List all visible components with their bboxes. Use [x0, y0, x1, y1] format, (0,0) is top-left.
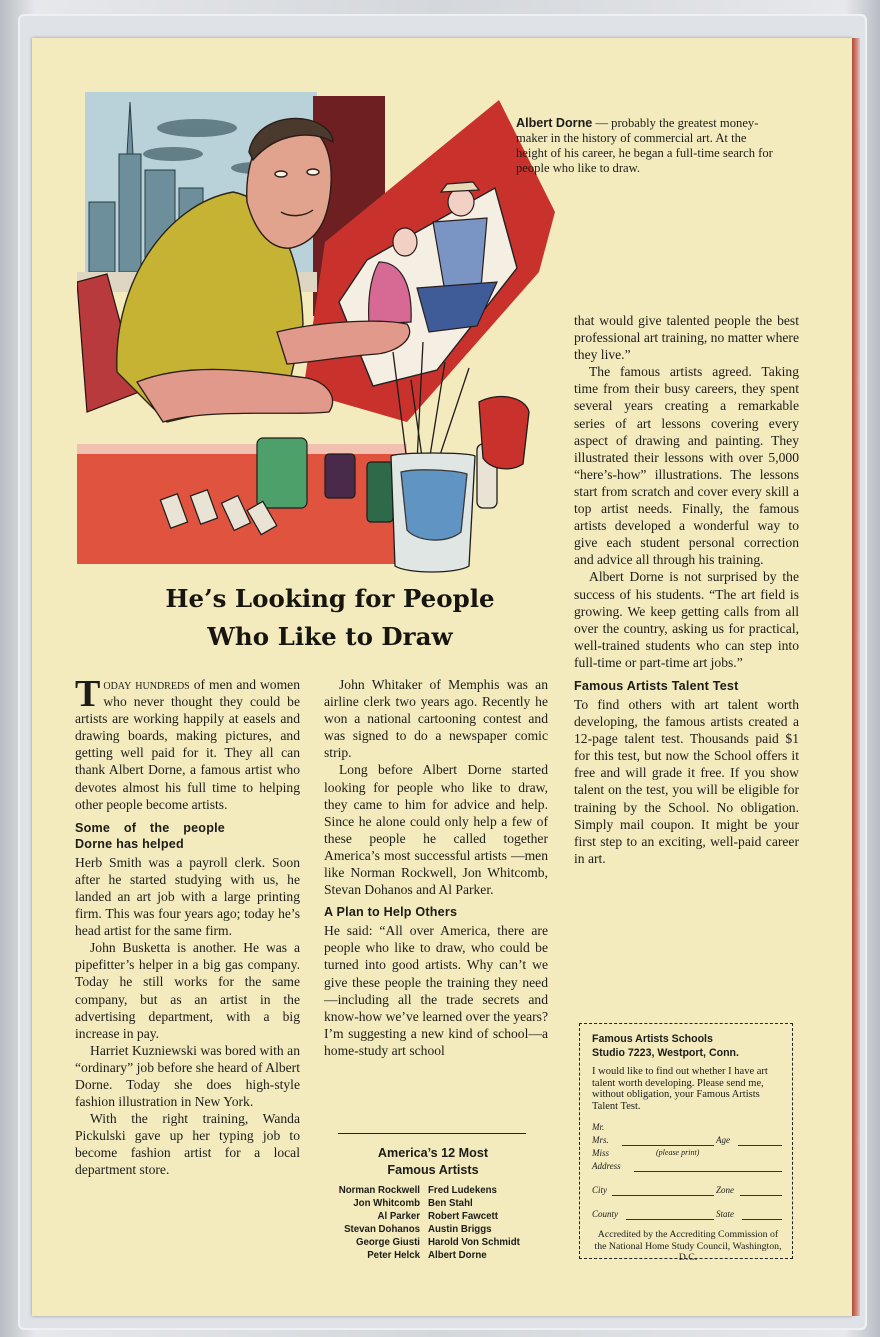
artists-divider: [338, 1133, 526, 1134]
paragraph-artists-agreed: The famous artists agreed. Taking time from their busy careers, they spent several years creating a remarkable series of art lessons covering every aspect of drawing and painting. They illustrated their lessons with over 5,000 “here’s-how” illustrations. The lessons start from scratch and cover every skill a top artist needs. Finally, the famous artists developed a wonderful way to give each student personal correction and advice all through his training.: [574, 364, 799, 568]
paragraph-harriet-kuzniewski: Harriet Kuzniewski was bored with an “ordinary” job before she heard of Albert Dorne. Today she does high-style fashion illustration in New York.: [75, 1042, 300, 1110]
artist-name: Jon Whitcomb: [353, 1198, 420, 1210]
artists-heading-line-2: Famous Artists: [387, 1163, 479, 1177]
artists-row: [316, 1184, 556, 1197]
coupon-field-mrs[interactable]: [592, 1134, 784, 1147]
caption-name: Albert Dorne: [516, 116, 593, 130]
label-mr: Mr.: [592, 1122, 605, 1133]
table-edge: [77, 444, 407, 454]
label-state: State: [716, 1209, 734, 1220]
artists-row: [316, 1210, 556, 1223]
label-address: Address: [592, 1161, 621, 1172]
headline: [80, 580, 580, 656]
artists-row: [316, 1249, 556, 1262]
label-mrs: Mrs.: [592, 1135, 609, 1146]
paragraph-not-surprised: Albert Dorne is not surprised by the success of his students. “The art field is growing. We keep getting calls from all over the country, asking us for practical, well-trained students who can step into full-time or part-time art jobs.”: [574, 569, 799, 670]
paragraph-wanda-pickulski: With the right training, Wanda Pickulski gave up her typing job to become fashion artist for a local department store.: [75, 1111, 300, 1178]
artist-name: Stevan Dohanos: [344, 1224, 420, 1236]
coupon-studio-address: Studio 7223, Westport, Conn.: [592, 1047, 739, 1059]
artist-name: Norman Rockwell: [338, 1185, 420, 1196]
headline-line-2: Who Like to Draw: [207, 622, 453, 651]
artist-name: George Giusti: [355, 1237, 420, 1249]
paragraph-long-before: Long before Albert Dorne started looking for people who like to draw, they came to him for advice and help. Since he alone could only help a few of these people he called together America’s most successful artists —men like Norman Rockwell, Jon Whitcomb, Stevan Dohanos and Al Parker.: [324, 762, 548, 898]
mail-coupon[interactable]: [579, 1023, 793, 1263]
artist-name: Albert Dorne: [428, 1250, 487, 1262]
paragraph-john-whitaker: John Whitaker of Memphis was an airline clerk two years ago. Recently he won a national cartooning contest and was signed to do a newspaper comic strip.: [324, 677, 548, 761]
label-miss: Miss: [592, 1148, 610, 1159]
artist-name: Peter Helck: [367, 1250, 420, 1262]
intro-rest: of men and women who never thought they could be artists are working happily at easels and drawing boards, making pictures, and getting well paid for it. They all can thank Albert Dorne, a famous artist who devotes almost his full time to helping other people become artists.: [75, 677, 300, 812]
label-please-print: (please print): [656, 1148, 700, 1158]
coupon-school-name: Famous Artists Schools: [592, 1033, 713, 1045]
paragraph-continued: that would give talented people the best professional art training, no matter where they live.”: [574, 313, 799, 363]
coupon-accreditation: Accredited by the Accrediting Commission of the National Home Study Council, Washington, D.C.: [594, 1229, 782, 1263]
illustration-caption: [516, 116, 778, 176]
caption-text: — probably the greatest money-maker in the history of commercial art. At the height of his career, he began a full-time search for people who like to draw.: [516, 116, 773, 175]
artist-name: Fred Ludekens: [428, 1185, 497, 1196]
artists-row: [316, 1223, 556, 1236]
coupon-field-county[interactable]: [592, 1208, 784, 1221]
artist-name: Austin Briggs: [428, 1224, 492, 1236]
label-county: County: [592, 1209, 618, 1220]
subhead-people-helped: Some of the people Dorne has helped: [75, 820, 225, 851]
coupon-field-address[interactable]: [592, 1160, 784, 1173]
coupon-field-mr[interactable]: [592, 1121, 784, 1134]
artists-heading: [320, 1145, 546, 1179]
article-column-2: [324, 676, 548, 1059]
label-age: Age: [716, 1135, 730, 1146]
artists-row: [316, 1236, 556, 1249]
artist-name: Robert Fawcett: [428, 1211, 498, 1223]
subhead-talent-test: Famous Artists Talent Test: [574, 678, 739, 693]
article-column-1: [75, 673, 300, 1179]
headline-line-1: He’s Looking for People: [165, 584, 495, 613]
artists-heading-line-1: America’s 12 Most: [377, 1146, 489, 1160]
coupon-request-text: I would like to find out whether I have art talent worth developing. Please send me, without obligation, your Famous Artists Talent Test.: [592, 1066, 768, 1112]
drop-cap: T: [75, 673, 101, 715]
artist-name: Al Parker: [377, 1211, 420, 1223]
subhead-plan: A Plan to Help Others: [324, 905, 458, 920]
paragraph-herb-smith: Herb Smith was a payroll clerk. Soon after he started studying with us, he landed an art job with a large printing firm. This was four years ago; today he’s head artist for the same firm.: [75, 854, 300, 939]
artist-name: Harold Von Schmidt: [428, 1237, 520, 1249]
cover-spine-edge: [852, 38, 860, 1316]
paragraph-talent-test: To find others with art talent worth developing, the famous artists created a 12-page talent test. Thousands paid $1 for this test, but now the School offers it free and will grade it free. If you show talent on the test, you will be eligible for training by the School. No obligation. Simply mail coupon. It might be your first step to an exciting, well-paid career in art.: [574, 696, 799, 866]
intro-paragraph: [75, 673, 300, 813]
coupon-field-miss[interactable]: [592, 1147, 784, 1160]
artists-list: [316, 1184, 556, 1263]
albert-dorne-illustration: [77, 92, 557, 576]
lead-smallcaps: oday hundreds: [103, 677, 190, 692]
artists-row: [316, 1197, 556, 1210]
coupon-field-city[interactable]: [592, 1184, 784, 1197]
paragraph-he-said: He said: “All over America, there are people who like to draw, who could be turned into good artists. Why can’t we give these people the training they need—including all the trade secrets and know-how we’ve learned over the years? I’m suggesting a new kind of school—a home-study art school: [324, 923, 548, 1058]
artist-name: Ben Stahl: [428, 1198, 473, 1210]
article-column-3: [574, 312, 799, 867]
label-zone: Zone: [716, 1185, 734, 1196]
label-city: City: [592, 1185, 607, 1196]
paragraph-john-busketta: John Busketta is another. He was a pipefitter’s helper in a big gas company. Today he still works for the same company, but as an artist in the advertising department, with a big increase in pay.: [75, 940, 300, 1041]
